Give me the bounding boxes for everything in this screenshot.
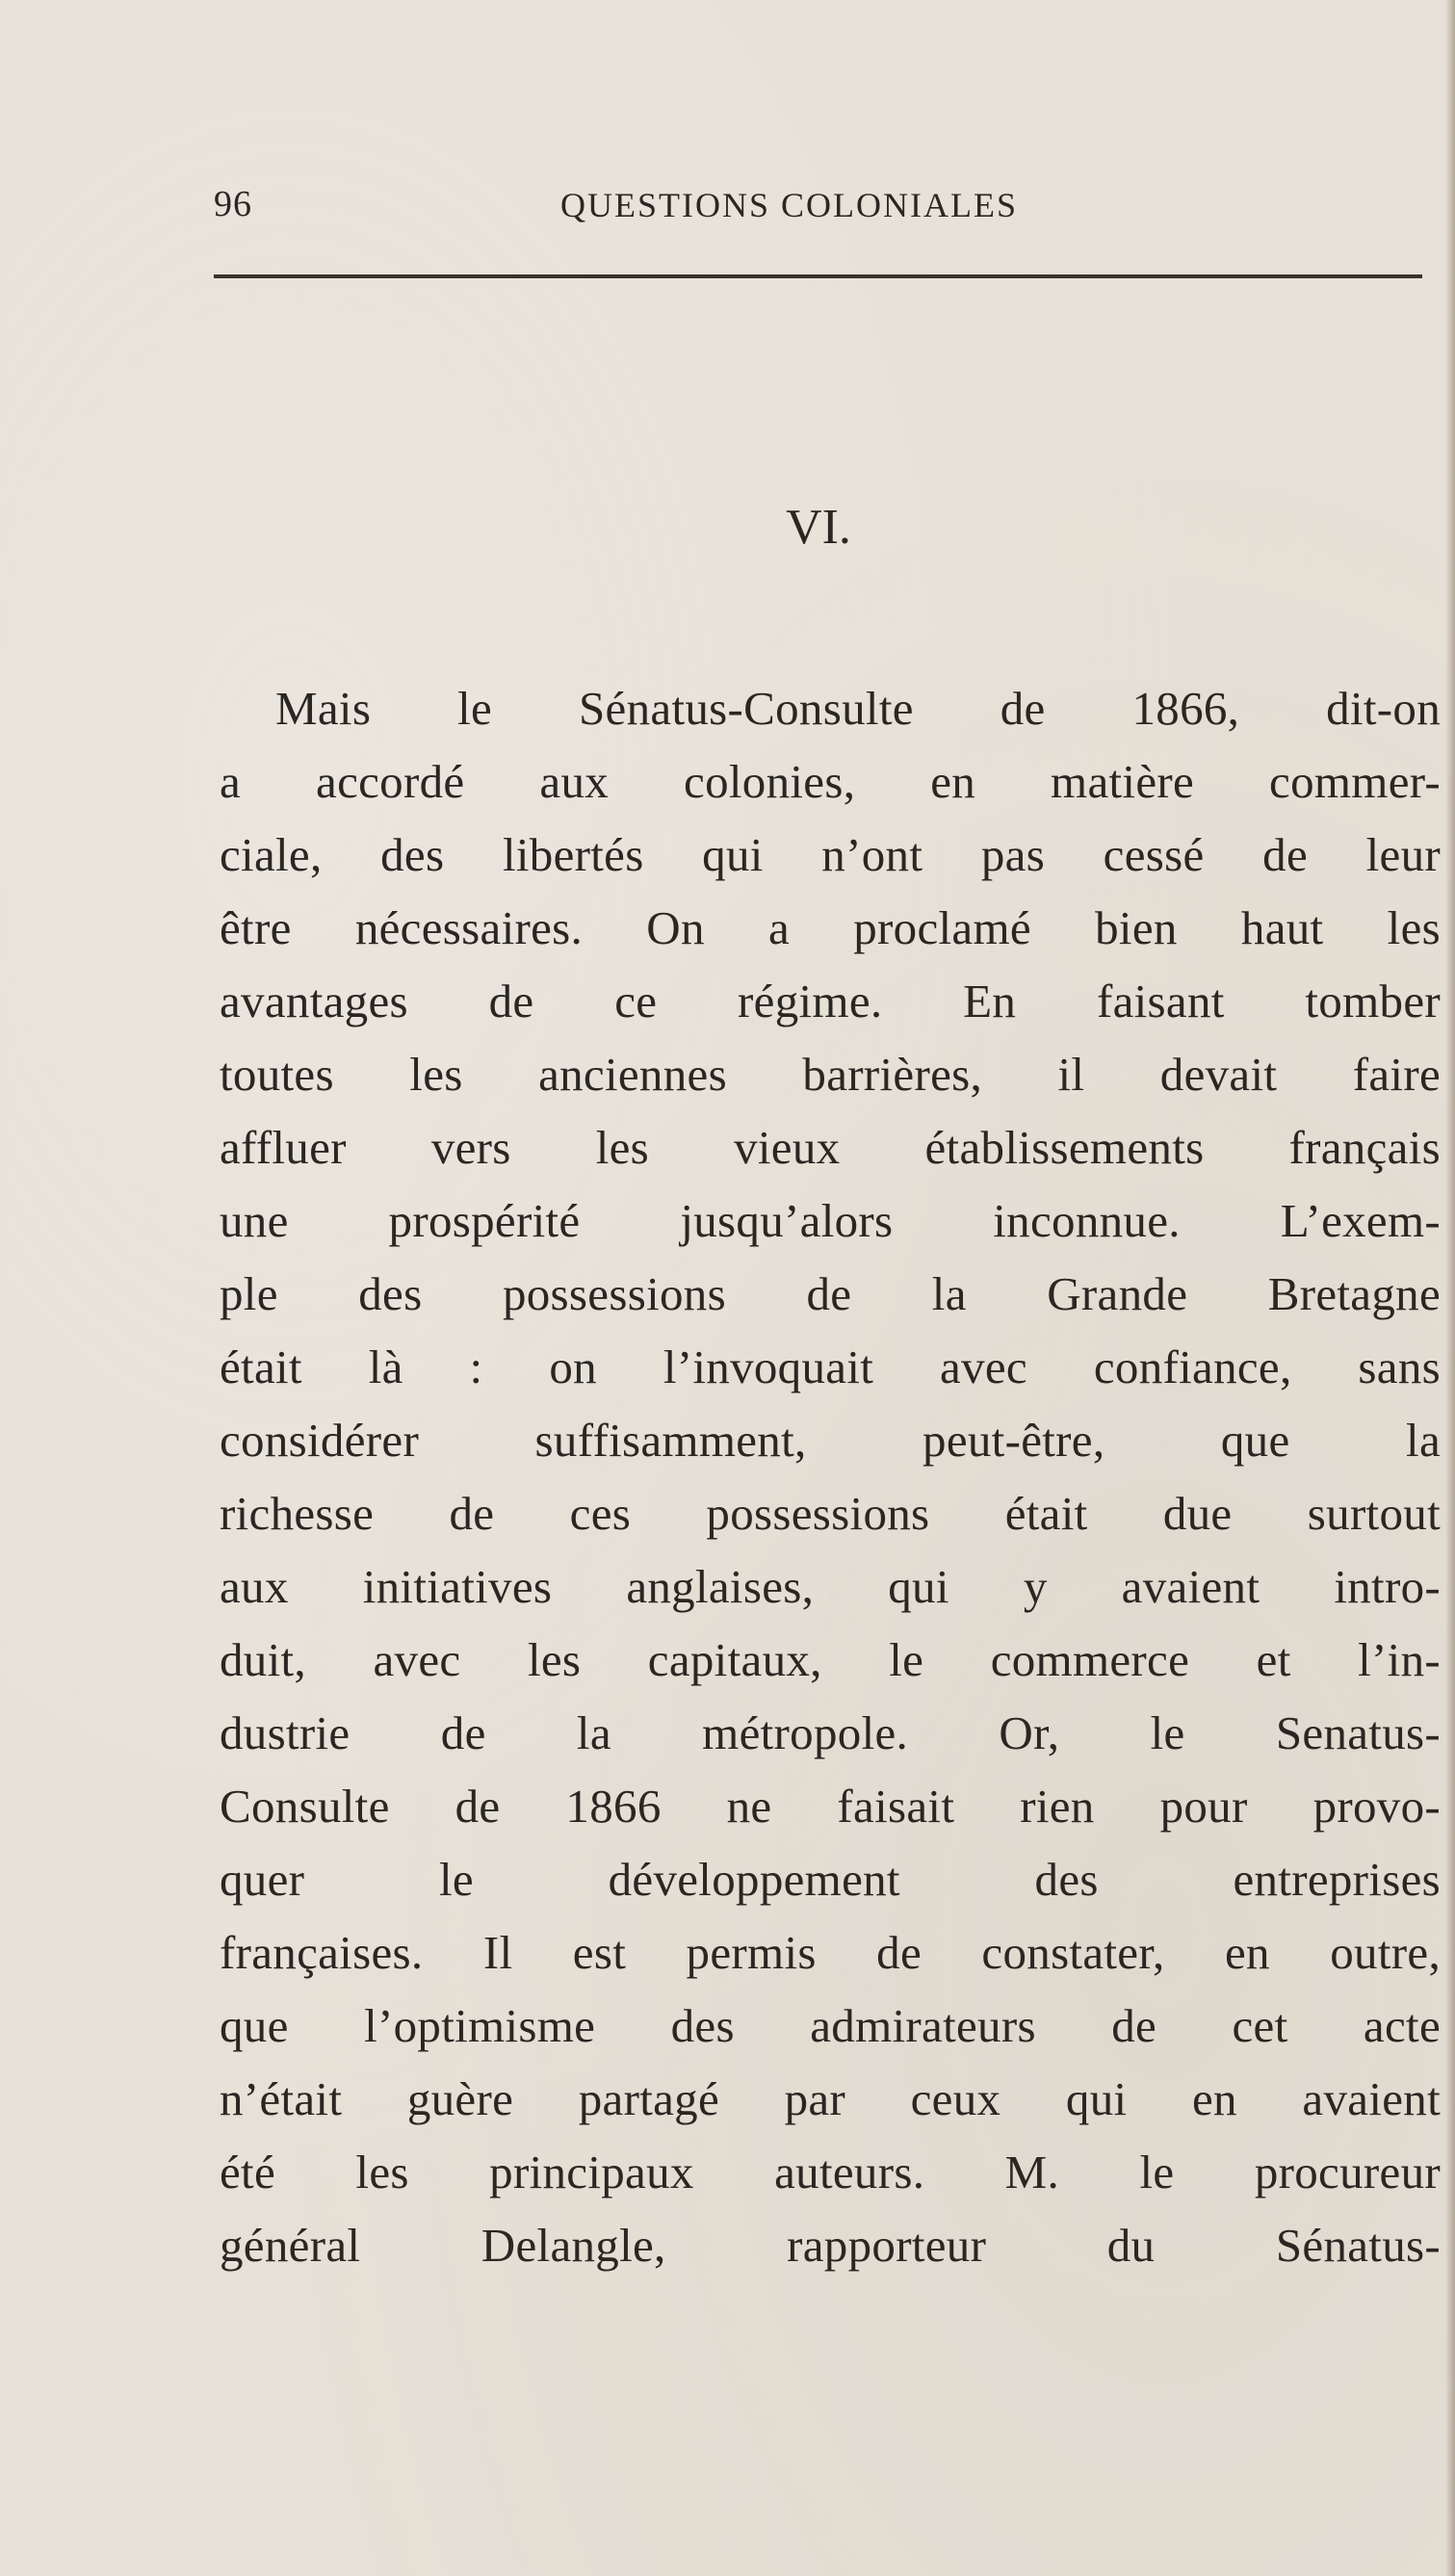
text-line: richesse de ces possessions était due surtout xyxy=(220,1487,1441,1540)
running-title: QUESTIONS COLONIALES xyxy=(560,186,1018,224)
text-line: n’était guère partagé par ceux qui en avaient xyxy=(220,2072,1441,2125)
text-line: avantages de ce régime. En faisant tomber xyxy=(220,975,1441,1028)
text-line: françaises. Il est permis de constater, en outre, xyxy=(220,1926,1441,1979)
text-line: était là : on l’invoquait avec confiance, sans xyxy=(220,1340,1441,1393)
text-line: quer le développement des entreprises xyxy=(220,1853,1441,1906)
page-number: 96 xyxy=(214,184,252,224)
text-line: toutes les anciennes barrières, il devait faire xyxy=(220,1048,1441,1101)
text-line: duit, avec les capitaux, le commerce et l’in- xyxy=(220,1633,1441,1686)
text-line: ple des possessions de la Grande Bretagne xyxy=(220,1267,1441,1320)
text-line: une prospérité jusqu’alors inconnue. L’exem- xyxy=(220,1194,1441,1247)
text-line: a accordé aux colonies, en matière commer- xyxy=(220,755,1441,808)
header-rule xyxy=(214,274,1422,278)
text-line: aux initiatives anglaises, qui y avaient intro- xyxy=(220,1560,1441,1613)
text-line: dustrie de la métropole. Or, le Senatus- xyxy=(220,1706,1441,1759)
text-line: été les principaux auteurs. M. le procureur xyxy=(220,2146,1441,2199)
text-line: général Delangle, rapporteur du Sénatus- xyxy=(220,2219,1441,2272)
text-line: être nécessaires. On a proclamé bien haut les xyxy=(220,901,1441,954)
page-edge-shadow xyxy=(1445,0,1455,2576)
text-line: affluer vers les vieux établissements français xyxy=(220,1121,1441,1174)
text-line: que l’optimisme des admirateurs de cet acte xyxy=(220,1999,1441,2052)
running-header xyxy=(214,183,1422,241)
text-line: Mais le Sénatus-Consulte de 1866, dit-on xyxy=(275,682,1441,735)
body-paragraph xyxy=(220,672,1441,2282)
text-line: ciale, des libertés qui n’ont pas cessé de leur xyxy=(220,828,1441,881)
text-line: Consulte de 1866 ne faisait rien pour provo- xyxy=(220,1780,1441,1833)
text-line: considérer suffisamment, peut-être, que la xyxy=(220,1414,1441,1467)
section-heading: VI. xyxy=(786,500,851,555)
